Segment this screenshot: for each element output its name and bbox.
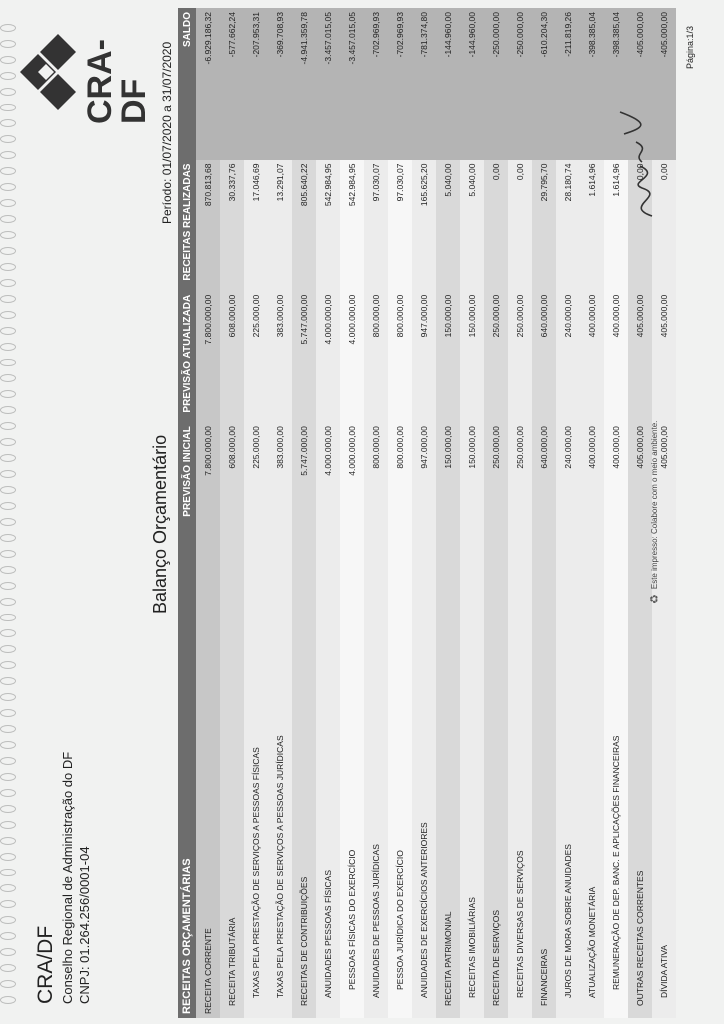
cell-receitas-realizadas: 542.984,95	[340, 160, 364, 291]
row-label: ANUIDADES PESSOAS FÍSICAS	[316, 553, 340, 1018]
cell-saldo: -398.385,04	[580, 8, 604, 160]
table-row	[508, 8, 532, 1018]
cell-previsao-atualizada: 7.800.000,00	[196, 291, 220, 422]
binding-hole	[0, 900, 16, 908]
page-number: Página:1/3	[685, 25, 695, 69]
cell-saldo: -144.960,00	[460, 8, 484, 160]
binding-hole	[0, 598, 16, 606]
binding-hole	[0, 24, 16, 32]
row-label: RECEITAS DIVERSAS DE SERVIÇOS	[508, 553, 532, 1018]
cell-previsao-inicial: 5.747.000,00	[292, 422, 316, 553]
row-label: OUTRAS RECEITAS CORRENTES	[628, 553, 652, 1018]
cell-previsao-inicial: 800.000,00	[364, 422, 388, 553]
cell-receitas-realizadas: 30.337,76	[220, 160, 244, 291]
row-label: ATUALIZAÇÃO MONETÁRIA	[580, 553, 604, 1018]
binding-hole	[0, 518, 16, 526]
binding-hole	[0, 741, 16, 749]
org-short-name: CRA/DF	[34, 925, 57, 1004]
cnpj-text: CNPJ: 01.264.256/0001-04	[77, 846, 92, 1004]
cell-saldo: -781.374,80	[412, 8, 436, 160]
binding-hole	[0, 390, 16, 398]
cell-previsao-atualizada: 150.000,00	[436, 291, 460, 422]
row-label: RECEITA CORRENTE	[196, 553, 220, 1018]
cell-receitas-realizadas: 1.614,96	[604, 160, 628, 291]
cell-receitas-realizadas: 805.640,22	[292, 160, 316, 291]
binding-hole	[0, 470, 16, 478]
table-row	[364, 8, 388, 1018]
binding-hole	[0, 502, 16, 510]
cell-previsao-inicial: 405.000,00	[652, 422, 676, 553]
binding-hole	[0, 183, 16, 191]
binding-hole	[0, 263, 16, 271]
binding-hole	[0, 167, 16, 175]
binding-hole	[0, 853, 16, 861]
signature-icon	[612, 104, 672, 224]
binding-hole	[0, 120, 16, 128]
binding-hole	[0, 72, 16, 80]
binding-hole	[0, 104, 16, 112]
cell-previsao-inicial: 400.000,00	[604, 422, 628, 553]
cell-previsao-inicial: 150.000,00	[436, 422, 460, 553]
cell-saldo: -144.960,00	[436, 8, 460, 160]
period-range: Período: 01/07/2020 a 31/07/2020	[160, 41, 174, 224]
row-label: PESSOA JURÍDICA DO EXERCÍCIO	[388, 553, 412, 1018]
table-row	[580, 8, 604, 1018]
cell-previsao-inicial: 383.000,00	[268, 422, 292, 553]
cell-receitas-realizadas: 1.614,96	[580, 160, 604, 291]
binding-hole	[0, 709, 16, 717]
binding-hole	[0, 661, 16, 669]
cell-receitas-realizadas: 165.625,20	[412, 160, 436, 291]
binding-hole	[0, 869, 16, 877]
row-label: RECEITA DE SERVIÇOS	[484, 553, 508, 1018]
table-row	[532, 8, 556, 1018]
cell-previsao-atualizada: 608.000,00	[220, 291, 244, 422]
cell-previsao-atualizada: 383.000,00	[268, 291, 292, 422]
cell-previsao-atualizada: 405.000,00	[628, 291, 652, 422]
binding-hole	[0, 279, 16, 287]
binding-hole	[0, 773, 16, 781]
table-row	[292, 8, 316, 1018]
cell-previsao-atualizada: 4.000.000,00	[340, 291, 364, 422]
binding-hole	[0, 550, 16, 558]
binding-hole	[0, 88, 16, 96]
cell-receitas-realizadas: 97.030,07	[388, 160, 412, 291]
header-left	[34, 752, 92, 1004]
cell-receitas-realizadas: 13.291,07	[268, 160, 292, 291]
cell-previsao-atualizada: 947.000,00	[412, 291, 436, 422]
binding-hole	[0, 964, 16, 972]
row-label: TAXAS PELA PRESTAÇÃO DE SERVIÇOS A PESSOAS JURÍDICAS	[268, 553, 292, 1018]
cell-saldo: -207.953,31	[244, 8, 268, 160]
table-row	[196, 8, 220, 1018]
cell-saldo: -405.000,00	[652, 8, 676, 160]
cell-saldo: -250.000,00	[484, 8, 508, 160]
table-row	[244, 8, 268, 1018]
cell-saldo: -398.385,04	[604, 8, 628, 160]
row-label: TAXAS PELA PRESTAÇÃO DE SERVIÇOS A PESSOAS FÍSICAS	[244, 553, 268, 1018]
col-header-receitas: RECEITAS ORÇAMENTÁRIAS	[178, 553, 196, 1018]
binding-hole	[0, 805, 16, 813]
binding-hole	[0, 438, 16, 446]
cell-saldo: -369.708,93	[268, 8, 292, 160]
recycle-icon: ♻	[649, 594, 661, 604]
col-header-previsao-atualizada: PREVISÃO ATUALIZADA	[178, 291, 196, 422]
cell-saldo: -702.969,93	[364, 8, 388, 160]
binding-hole	[0, 582, 16, 590]
cell-receitas-realizadas: 5.040,00	[436, 160, 460, 291]
cell-receitas-realizadas: 0,00	[484, 160, 508, 291]
cell-receitas-realizadas: 0,00	[652, 160, 676, 291]
binding-hole	[0, 821, 16, 829]
cell-previsao-atualizada: 400.000,00	[580, 291, 604, 422]
table-row	[220, 8, 244, 1018]
row-label: RECEITA PATRIMONIAL	[436, 553, 460, 1018]
cell-receitas-realizadas: 0,00	[628, 160, 652, 291]
cell-receitas-realizadas: 28.180,74	[556, 160, 580, 291]
col-header-saldo: SALDO	[178, 8, 196, 160]
binding-hole	[0, 996, 16, 1004]
table-row	[388, 8, 412, 1018]
binding-hole	[0, 359, 16, 367]
binding-hole	[0, 454, 16, 462]
cell-previsao-inicial: 7.800.000,00	[196, 422, 220, 553]
binding-hole	[0, 948, 16, 956]
cell-previsao-inicial: 640.000,00	[532, 422, 556, 553]
binding-hole	[0, 422, 16, 430]
cell-previsao-atualizada: 250.000,00	[484, 291, 508, 422]
cell-saldo: -250.000,00	[508, 8, 532, 160]
binding-hole	[0, 614, 16, 622]
binding-hole	[0, 40, 16, 48]
cell-saldo: -405.000,00	[628, 8, 652, 160]
table-body	[196, 8, 676, 1018]
binding-hole	[0, 135, 16, 143]
binding-hole	[0, 885, 16, 893]
eco-note-text: Este impresso: Colabore com o meio ambiente.	[650, 420, 659, 590]
binding-hole	[0, 932, 16, 940]
cell-previsao-inicial: 250.000,00	[508, 422, 532, 553]
cell-saldo: -4.941.359,78	[292, 8, 316, 160]
row-label: JUROS DE MORA SOBRE ANUIDADES	[556, 553, 580, 1018]
cell-previsao-inicial: 150.000,00	[460, 422, 484, 553]
table-row	[340, 8, 364, 1018]
binding-hole	[0, 327, 16, 335]
binding-hole	[0, 295, 16, 303]
binding-hole	[0, 693, 16, 701]
table-header-row	[178, 8, 196, 1018]
cell-receitas-realizadas: 0,00	[508, 160, 532, 291]
cell-saldo: -6.929.186,32	[196, 8, 220, 160]
logo	[18, 14, 151, 124]
cell-previsao-inicial: 400.000,00	[580, 422, 604, 553]
cell-previsao-atualizada: 240.000,00	[556, 291, 580, 422]
binding-hole	[0, 343, 16, 351]
binding-hole	[0, 311, 16, 319]
cell-previsao-atualizada: 800.000,00	[388, 291, 412, 422]
cell-receitas-realizadas: 5.040,00	[460, 160, 484, 291]
org-full-name: Conselho Regional de Administração do DF	[60, 751, 75, 1004]
cell-receitas-realizadas: 29.795,70	[532, 160, 556, 291]
cell-previsao-inicial: 240.000,00	[556, 422, 580, 553]
cell-receitas-realizadas: 870.813,68	[196, 160, 220, 291]
row-label: FINANCEIRAS	[532, 553, 556, 1018]
col-header-previsao-inicial: PREVISÃO INICIAL	[178, 422, 196, 553]
binding-hole	[0, 534, 16, 542]
row-label: REMUNERAÇÃO DE DEP. BANC. E APLICAÇÕES FINANCEIRAS	[604, 553, 628, 1018]
cell-saldo: -3.457.015,05	[340, 8, 364, 160]
cell-previsao-atualizada: 800.000,00	[364, 291, 388, 422]
row-label: RECEITA TRIBUTÁRIA	[220, 553, 244, 1018]
table-row	[316, 8, 340, 1018]
cell-receitas-realizadas: 542.984,95	[316, 160, 340, 291]
cell-previsao-inicial: 225.000,00	[244, 422, 268, 553]
row-label: RECEITAS IMOBILIÁRIAS	[460, 553, 484, 1018]
cell-previsao-atualizada: 250.000,00	[508, 291, 532, 422]
table-row	[460, 8, 484, 1018]
binding-hole	[0, 725, 16, 733]
binding-hole	[0, 406, 16, 414]
cell-previsao-atualizada: 4.000.000,00	[316, 291, 340, 422]
cell-receitas-realizadas: 17.046,69	[244, 160, 268, 291]
cell-previsao-atualizada: 5.747.000,00	[292, 291, 316, 422]
cell-saldo: -702.969,93	[388, 8, 412, 160]
table-row	[556, 8, 580, 1018]
row-label: DÍVIDA ATIVA	[652, 553, 676, 1018]
binding-hole	[0, 151, 16, 159]
cell-previsao-inicial: 250.000,00	[484, 422, 508, 553]
binding-hole	[0, 789, 16, 797]
cell-previsao-inicial: 947.000,00	[412, 422, 436, 553]
page-title: Balanço Orçamentário	[150, 434, 170, 614]
table-row	[412, 8, 436, 1018]
eco-note	[648, 421, 661, 604]
binding-hole	[0, 215, 16, 223]
binding-hole	[0, 486, 16, 494]
logo-text: CRA-DF	[81, 39, 153, 124]
row-label: ANUIDADES DE EXERCÍCIOS ANTERIORES	[412, 553, 436, 1018]
cell-previsao-inicial: 405.000,00	[628, 422, 652, 553]
binding-holes	[0, 24, 22, 1004]
cell-previsao-inicial: 608.000,00	[220, 422, 244, 553]
binding-hole	[0, 247, 16, 255]
binding-hole	[0, 56, 16, 64]
row-label: ANUIDADES DE PESSOAS JURÍDICAS	[364, 553, 388, 1018]
binding-hole	[0, 757, 16, 765]
cell-previsao-atualizada: 225.000,00	[244, 291, 268, 422]
cra-logo-icon	[18, 32, 78, 112]
row-label: PESSOAS FÍSICAS DO EXERCÍCIO	[340, 553, 364, 1018]
cell-saldo: -3.457.015,05	[316, 8, 340, 160]
table-row	[436, 8, 460, 1018]
table-row	[484, 8, 508, 1018]
cell-saldo: -610.204,30	[532, 8, 556, 160]
cell-saldo: -211.819,26	[556, 8, 580, 160]
balance-table	[178, 8, 676, 1018]
binding-hole	[0, 566, 16, 574]
cell-previsao-atualizada: 150.000,00	[460, 291, 484, 422]
row-label: RECEITAS DE CONTRIBUIÇÕES	[292, 553, 316, 1018]
binding-hole	[0, 980, 16, 988]
cell-previsao-inicial: 4.000.000,00	[340, 422, 364, 553]
binding-hole	[0, 231, 16, 239]
binding-hole	[0, 837, 16, 845]
cell-previsao-inicial: 800.000,00	[388, 422, 412, 553]
cell-previsao-atualizada: 405.000,00	[652, 291, 676, 422]
binding-hole	[0, 375, 16, 383]
col-header-receitas-realizadas: RECEITAS REALIZADAS	[178, 160, 196, 291]
cell-previsao-atualizada: 400.000,00	[604, 291, 628, 422]
binding-hole	[0, 645, 16, 653]
binding-hole	[0, 677, 16, 685]
table-row	[268, 8, 292, 1018]
cell-previsao-inicial: 4.000.000,00	[316, 422, 340, 553]
binding-hole	[0, 630, 16, 638]
binding-hole	[0, 199, 16, 207]
cell-previsao-atualizada: 640.000,00	[532, 291, 556, 422]
binding-hole	[0, 916, 16, 924]
cell-receitas-realizadas: 97.030,07	[364, 160, 388, 291]
cell-saldo: -577.662,24	[220, 8, 244, 160]
